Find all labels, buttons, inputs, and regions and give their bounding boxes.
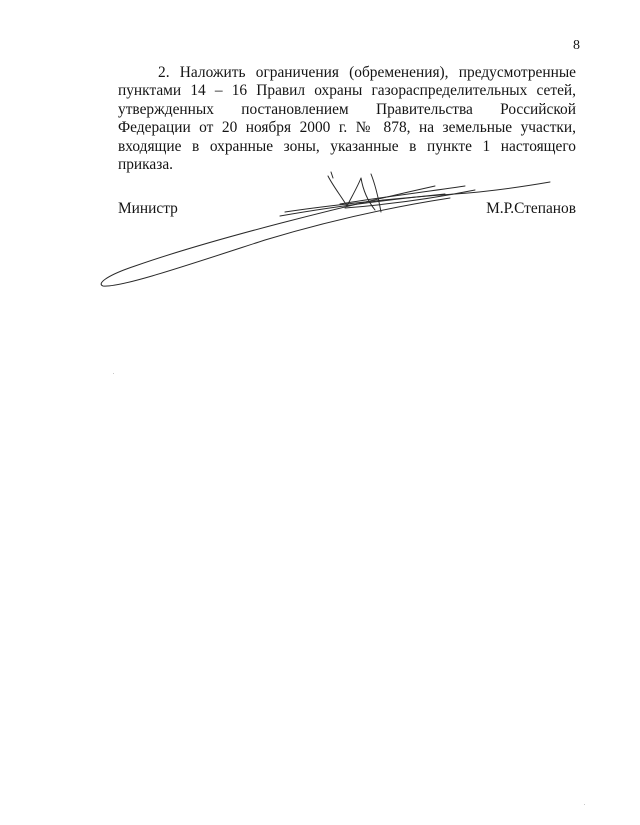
scan-speck — [113, 373, 114, 374]
handwritten-signature — [95, 168, 565, 293]
page-number: 8 — [573, 38, 580, 53]
paragraph-item-2: 2. Наложить ограничения (обременения), предусмотренные пунктами 14 – 16 Правил охраны газораспределительных сетей, утвержденных постановлением Правительства Российской Федерации от 20 ноября 2000 г. № 878, на земельные участки, входящие в охранные зоны, указанные в пункте 1 настоящего приказа. — [118, 64, 576, 174]
scan-speck — [584, 804, 585, 805]
position-label: Министр — [118, 200, 178, 217]
signer-name: М.Р.Степанов — [486, 200, 576, 217]
